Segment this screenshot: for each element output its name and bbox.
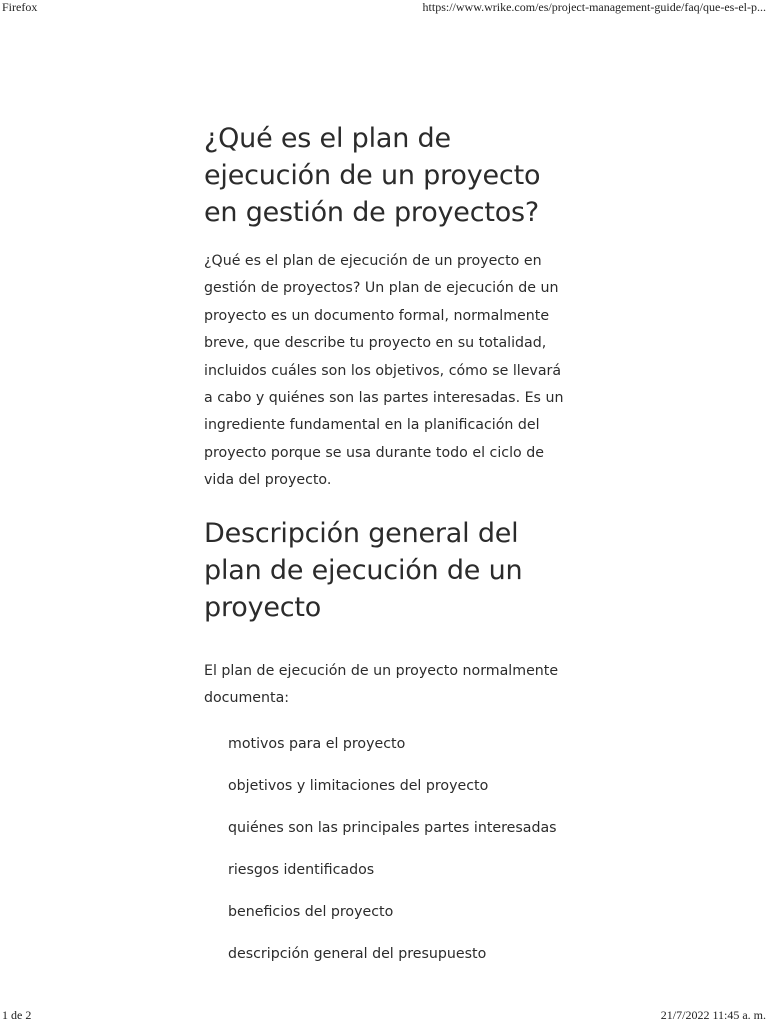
- print-timestamp: 21/7/2022 11:45 a. m.: [660, 1008, 766, 1022]
- list-item: objetivos y limitaciones del proyecto: [228, 778, 489, 795]
- print-header: [0, 0, 768, 16]
- intro-paragraph: ¿Qué es el plan de ejecución de un proyecto en gestión de proyectos? Un plan de ejecución de un proyecto es un documento formal, normalmente breve, que describe tu proyecto en su totalidad, incluidos cuáles son los objetivos, cómo se llevará a cabo y quiénes son las partes interesadas. Es un ingrediente fundamental en la planificación del proyecto porque se usa durante todo el ciclo de vida del proyecto.: [204, 253, 564, 489]
- article: [204, 120, 574, 986]
- browser-name: Firefox: [2, 0, 38, 14]
- documented-items-list: [204, 734, 574, 964]
- page-title: ¿Qué es el plan de ejecución de un proyecto en gestión de proyectos?: [204, 123, 541, 228]
- page-url: https://www.wrike.com/es/project-management-guide/faq/que-es-el-p...: [422, 0, 766, 14]
- page-number: 1 de 2: [2, 1008, 32, 1022]
- lead-paragraph: El plan de ejecución de un proyecto normalmente documenta:: [204, 662, 559, 707]
- section-title: Descripción general del plan de ejecución de un proyecto: [204, 517, 523, 623]
- print-footer: [0, 1008, 768, 1024]
- list-item: beneficios del proyecto: [228, 904, 394, 921]
- list-item: motivos para el proyecto: [228, 736, 406, 753]
- list-item: quiénes son las principales partes interesadas: [228, 820, 557, 837]
- list-item: descripción general del presupuesto: [228, 946, 487, 963]
- list-item: riesgos identificados: [228, 862, 375, 879]
